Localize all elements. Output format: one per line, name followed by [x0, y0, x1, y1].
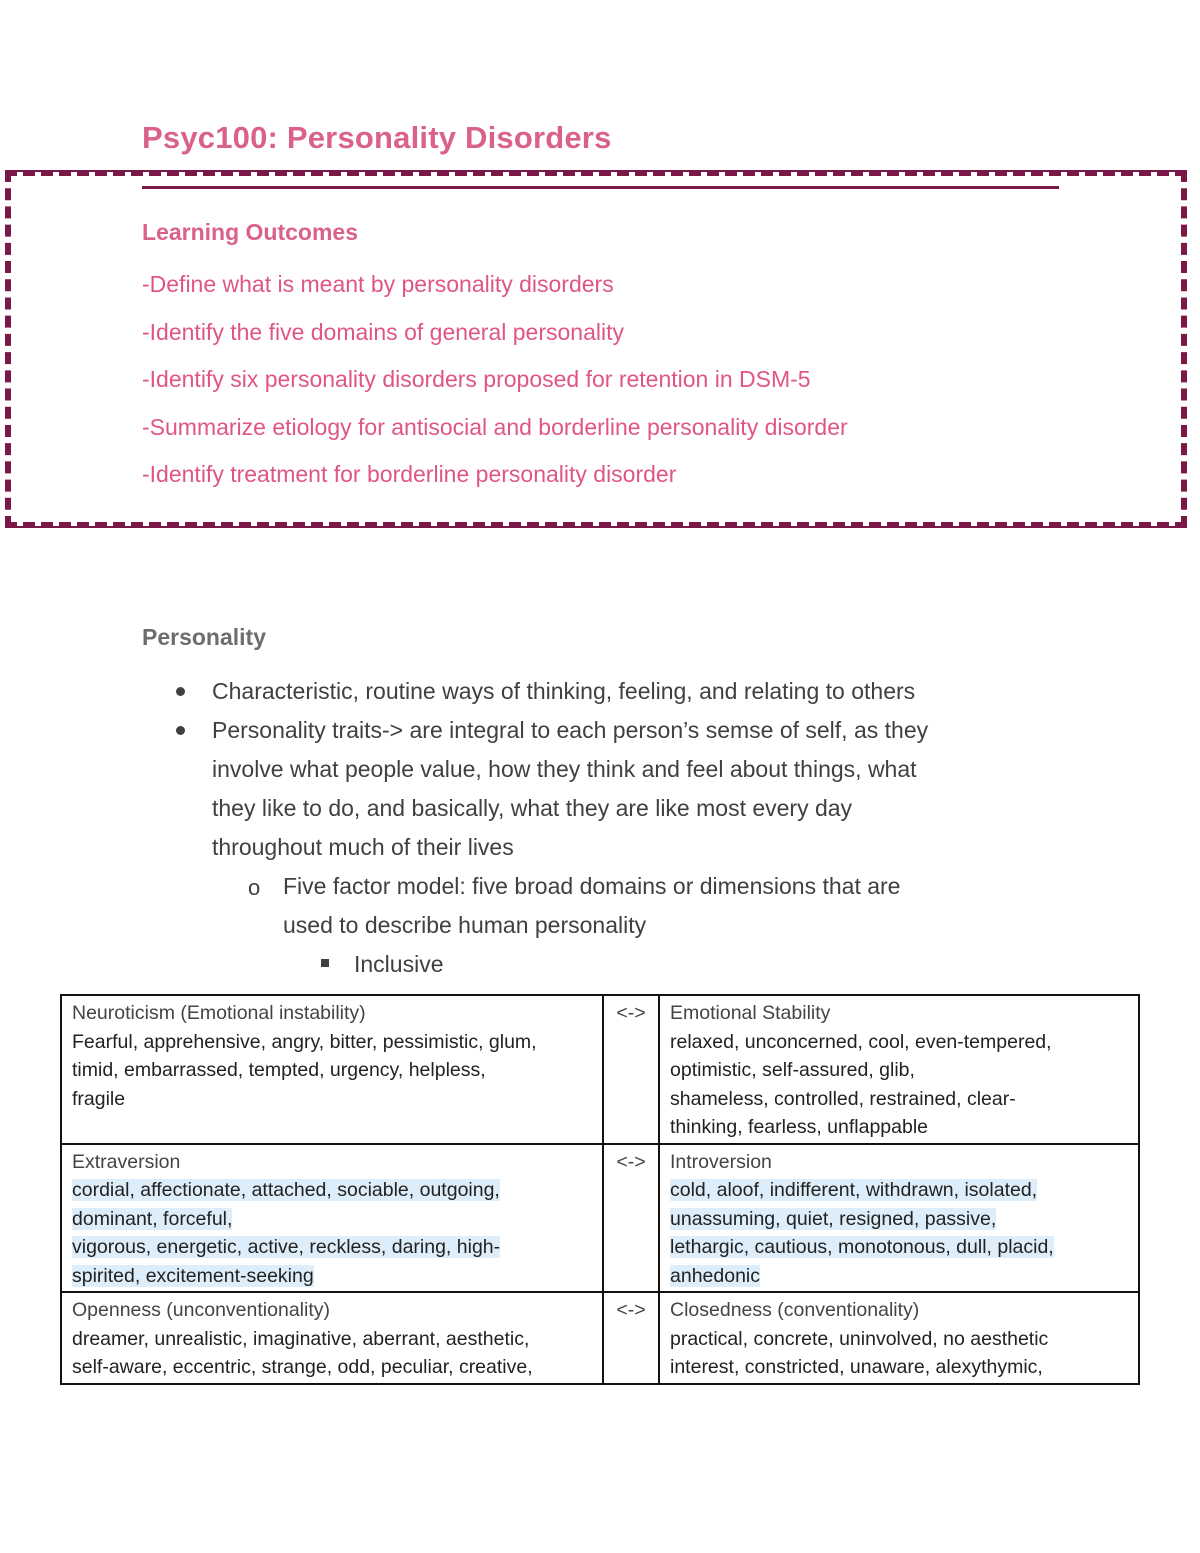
trait-desc-line: lethargic, cautious, monotonous, dull, placid, — [670, 1236, 1054, 1258]
trait-desc-line: vigorous, energetic, active, reckless, daring, high- — [72, 1236, 501, 1258]
trait-desc-line: dreamer, unrealistic, imaginative, aberrant, aesthetic, — [72, 1327, 530, 1350]
arrow-cell: <-> — [603, 1144, 659, 1293]
trait-desc-line: spirited, excitement-seeking — [72, 1264, 314, 1287]
trait-desc-line: relaxed, unconcerned, cool, even-tempered, — [670, 1030, 1052, 1053]
trait-desc-line: Fearful, apprehensive, angry, bitter, pessimistic, glum, — [72, 1030, 537, 1053]
learning-outcomes-list — [142, 267, 848, 505]
personality-heading: Personality — [142, 624, 266, 650]
bullet-traits-line: throughout much of their lives — [212, 834, 514, 860]
arrow-cell: <-> — [603, 1292, 659, 1384]
arrow-cell: <-> — [603, 995, 659, 1144]
bullet-traits-line: they like to do, and basically, what they are like most every day — [212, 795, 853, 821]
bullet-traits-line: involve what people value, how they think and feel about things, what — [212, 756, 917, 782]
table-cell-neuroticism — [61, 995, 603, 1144]
five-factor-table — [60, 994, 1140, 1385]
table-cell-emotional-stability — [659, 995, 1139, 1144]
trait-desc-line: practical, concrete, uninvolved, no aesthetic — [670, 1327, 1049, 1350]
trait-desc-line: shameless, controlled, restrained, clear- — [670, 1087, 1016, 1110]
table-cell-extraversion — [61, 1144, 603, 1293]
table-cell-closedness — [659, 1292, 1139, 1384]
trait-desc-line: timid, embarrassed, tempted, urgency, helpless, — [72, 1059, 486, 1081]
trait-label: Introversion — [670, 1150, 772, 1173]
circle-bullet-icon: o — [248, 875, 261, 900]
learning-outcomes-heading: Learning Outcomes — [142, 219, 358, 245]
trait-label: Openness (unconventionality) — [72, 1299, 330, 1321]
trait-desc-line: cold, aloof, indifferent, withdrawn, isolated, — [670, 1179, 1038, 1201]
table-row — [61, 1144, 1139, 1293]
table-cell-introversion — [659, 1144, 1139, 1293]
bullet-dot-icon — [176, 726, 185, 735]
learning-outcome-item: -Identify the five domains of general personality — [142, 318, 624, 345]
table-cell-openness — [61, 1292, 603, 1384]
bullet-traits-line: Personality traits-> are integral to each person’s semse of self, as they — [212, 717, 929, 743]
document-title: Psyc100: Personality Disorders — [142, 120, 612, 155]
trait-desc-line: anhedonic — [670, 1264, 760, 1287]
learning-outcome-item: -Define what is meant by personality disorders — [142, 271, 614, 297]
table-row — [61, 1292, 1139, 1384]
bullet-dot-icon — [176, 687, 185, 696]
sub-bullet-line: Five factor model: five broad domains or dimensions that are — [283, 873, 901, 899]
title-rule — [142, 186, 1059, 189]
learning-outcome-item: -Identify six personality disorders proposed for retention in DSM-5 — [142, 366, 811, 392]
trait-desc-line: fragile — [72, 1087, 126, 1110]
trait-desc-line: optimistic, self-assured, glib, — [670, 1059, 915, 1081]
table-row — [61, 995, 1139, 1144]
trait-desc-line: self-aware, eccentric, strange, odd, peculiar, creative, — [72, 1356, 533, 1378]
trait-desc-line: thinking, fearless, unflappable — [670, 1116, 929, 1138]
subsub-bullet-inclusive: Inclusive — [354, 951, 444, 977]
trait-desc-line: cordial, affectionate, attached, sociable, outgoing, — [72, 1179, 500, 1201]
trait-label: Closedness (conventionality) — [670, 1299, 920, 1321]
learning-outcome-item: -Identify treatment for borderline personality disorder — [142, 461, 677, 487]
sub-bullet-line: used to describe human personality — [283, 912, 647, 938]
trait-desc-line: unassuming, quiet, resigned, passive, — [670, 1207, 997, 1230]
trait-desc-line: dominant, forceful, — [72, 1207, 233, 1230]
bullet-characteristic: Characteristic, routine ways of thinking, feeling, and relating to others — [212, 678, 916, 704]
learning-outcome-item: -Summarize etiology for antisocial and borderline personality disorder — [142, 413, 848, 440]
trait-desc-line: interest, constricted, unaware, alexythymic, — [670, 1356, 1043, 1378]
trait-label: Neuroticism (Emotional instability) — [72, 1002, 366, 1024]
square-bullet-icon — [321, 959, 329, 967]
trait-label: Emotional Stability — [670, 1002, 831, 1024]
trait-label: Extraversion — [72, 1150, 181, 1173]
